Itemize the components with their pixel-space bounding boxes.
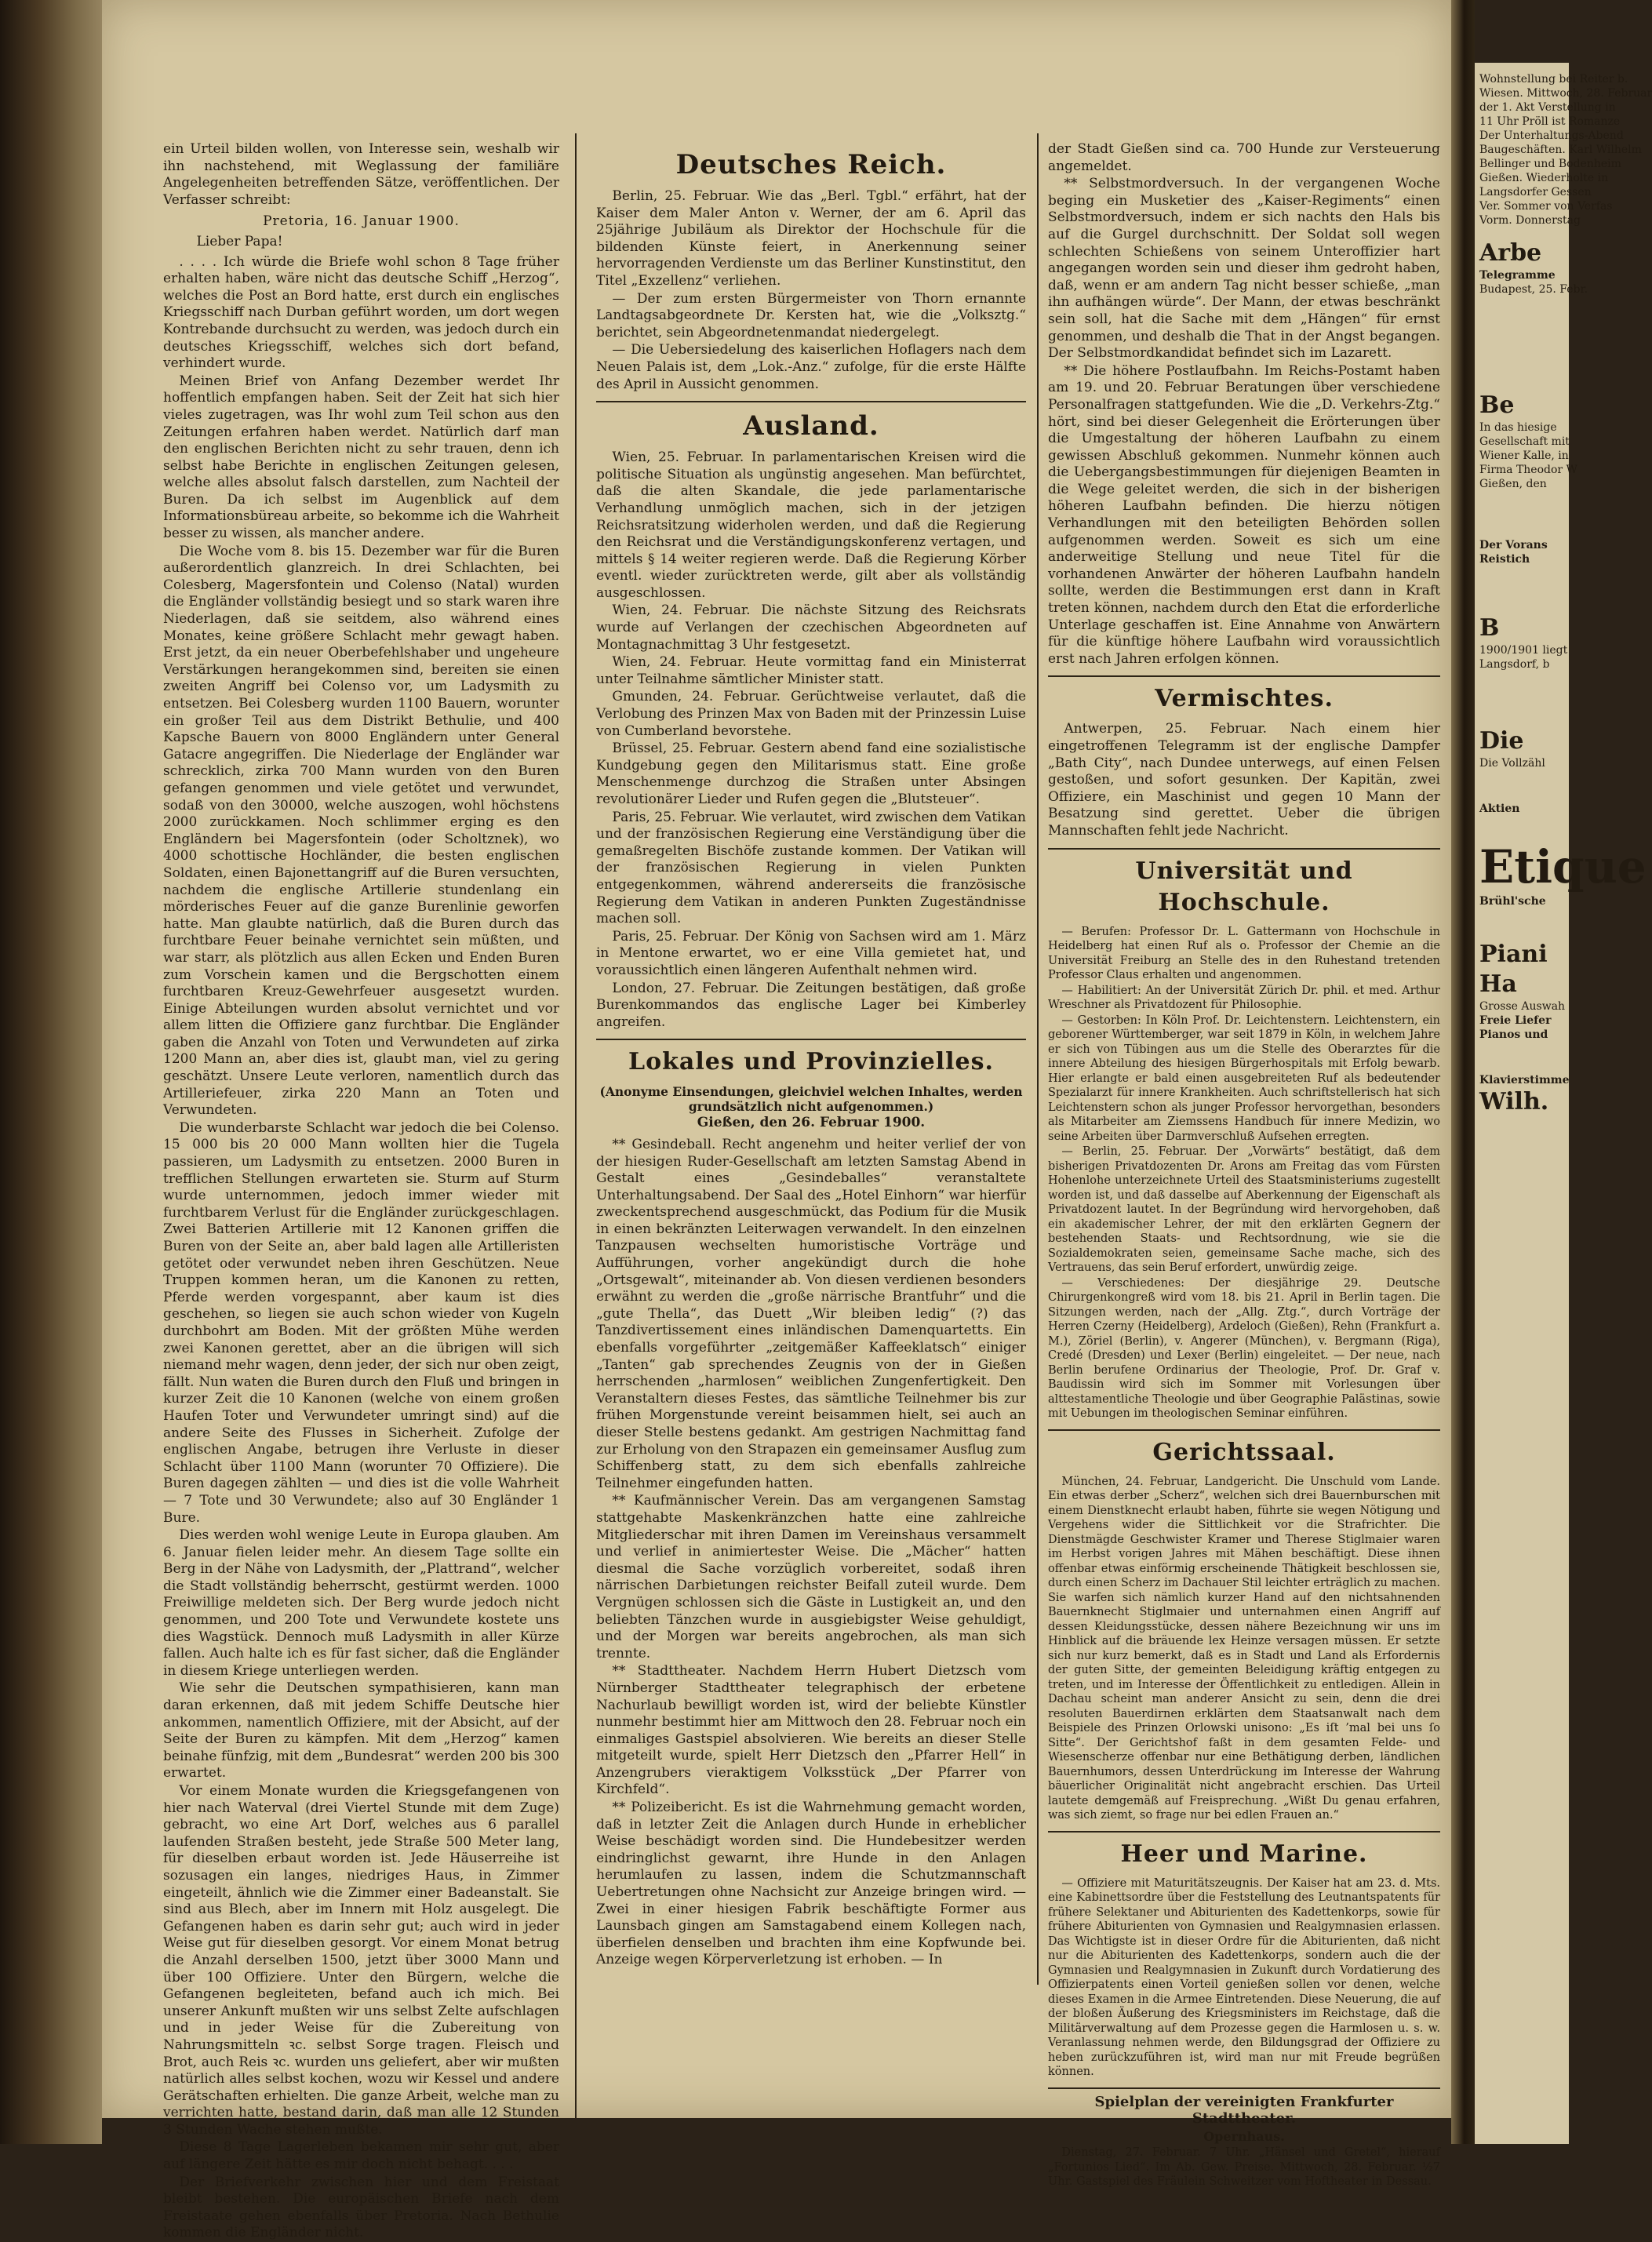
advert-heading: Wilh. bbox=[1479, 1088, 1549, 1116]
fragment-line: Die Vollzähl bbox=[1479, 757, 1545, 770]
advert-heading: Ha bbox=[1479, 970, 1517, 998]
fragment-heading: Der Vorans bbox=[1479, 539, 1548, 551]
fragment-line: 1900/1901 liegt bbox=[1479, 644, 1568, 657]
section-divider bbox=[1048, 1831, 1440, 1833]
letter-paragraph: Diese 8 Tage Lagerleben bekamen mir sehr gut, aber auf längere Zeit hätte es mir doch nicht behagt. . . . bbox=[163, 2139, 559, 2173]
column-2 bbox=[596, 141, 1026, 1969]
section-title-heer-marine: Heer und Marine. bbox=[1120, 1840, 1368, 1868]
news-item: der Stadt Gießen sind ca. 700 Hunde zur Versteuerung angemeldet. bbox=[1048, 141, 1440, 174]
section-title-lokales: Lokales und Provinzielles. bbox=[628, 1048, 994, 1076]
news-item: — Die Uebersiedelung des kaiserlichen Hoflagers nach dem Neuen Palais ist, dem „Lok.-Anz.“ zufolge, für die erste Hälfte des April in Aussicht genommen. bbox=[596, 342, 1026, 392]
fragment-heading: Die bbox=[1479, 727, 1524, 755]
news-item: ** Polizeibericht. Es ist die Wahrnehmung gemacht worden, daß in letzter Zeit die Anlagen durch Hunde in erheblicher Weise beschädigt worden sind. Die Hundebesitzer werden eindringlichst gewarnt, ihre Hunde in den Anlagen herumlaufen zu lassen, indem die Schutzmannschaft Uebertretungen ohne Nachsicht zur Anzeige bringen wird. — Zwei in einer hiesigen Fabrik beschäftigte Former aus Launsbach gingen am Samstagabend einem Kollegen nach, überfielen denselben und brachten ihm eine Kopfwunde bei. Anzeige wegen Körperverletzung ist erhoben. — In bbox=[596, 1800, 1026, 1968]
news-item: ** Kaufmännischer Verein. Das am vergangenen Samstag stattgehabte Maskenkränzchen hatte eine zahlreiche Mitgliederschar mit ihren Damen im Vereinshaus versammelt und verlief in animiertester Weise. Die „Mächer“ hatten diesmal die Sache vorzüglich vorbereitet, sodaß ihren närrischen Darbietungen reichster Beifall zuteil wurde. Dem Vergnügen schlossen sich die Gäste in Lustigkeit an, und den beliebten Tänzchen wurde in ausgiebigster Weise gehuldigt, und der Morgen war bereits angebrochen, als man sich trennte. bbox=[596, 1493, 1026, 1661]
news-item: Wien, 25. Februar. In parlamentarischen Kreisen wird die politische Situation als ungünstig angesehen. Man befürchtet, daß die alten Skandale, die jede parlamentarische Verhandlung unmöglich machen, sich in der jetzigen Reichsratsitzung widerholen werden, und daß die Regierung den Reichsrat und die Verständigungskonferenz vertagen, und mittels § 14 weiter regieren werde. Daß die Regierung Körber eventl. wieder zurücktreten werde, gilt aber als vollständig ausgeschlossen. bbox=[596, 449, 1026, 601]
fragment-line: Bellinger und Bodenheim bbox=[1479, 158, 1621, 170]
news-item: Antwerpen, 25. Februar. Nach einem hier eingetroffenen Telegramm ist der englische Dampfer „Bath City“, nach Dundee unterwegs, auf einen Felsen gestoßen, und sofort gesunken. Der Kapitän, zwei Offiziere, ein Maschinist und gegen 10 Mann der Besatzung sind gerettet. Ueber die übrigen Mannschaften fehlt jede Nachricht. bbox=[1048, 721, 1440, 839]
news-item: — Gestorben: In Köln Prof. Dr. Leichtenstern. Leichtenstern, ein geborener Württemberger, war seit 1879 in Köln, in welchem Jahre er sich von Tübingen aus um die Stelle des Oberarztes für die innere Abteilung des hiesigen Bürgerhospitals mit Erfolg bewarb. Hier erlangte er bald einen ausgebreiteten Ruf als bedeutender Spezialarzt für innere Krankheiten. Auch schriftstellerisch hat sich Leichtenstern schon als junger Professor hervorgethan, besonders als Mitarbeiter am Ziemssens Handbuch für innere Medizin, wo seine Arbeiten über Darmverschluß Aufsehen erregten. bbox=[1048, 1014, 1440, 1143]
column-rule-right bbox=[1037, 133, 1039, 1985]
fragment-line: Telegramme bbox=[1479, 269, 1556, 282]
fragment-line: Freie Liefer bbox=[1479, 1014, 1552, 1027]
letter-paragraph: Die wunderbarste Schlacht war jedoch die bei Colenso. 15 000 bis 20 000 Mann wollten hier die Tugela passieren, um Ladysmith zu entsetzen. 2000 Buren in trefflichen Stellungen erwarteten sie. Sturm auf Sturm wurde unternommen, jedoch immer wieder mit furchtbarem Verlust für die Engländer zurückgeschlagen. Zwei Batterien Artillerie mit 12 Kanonen griffen die Buren von der Seite an, aber bald lagen alle Artilleristen getötet oder verwundet neben ihren Geschützen. Neue Truppen kommen heran, um die Kanonen zu retten, Pferde werden vorgespannt, aber kaum ist dies geschehen, so liegen sie auch schon wieder von Kugeln durchbohrt am Boden. Mit der größten Mühe werden zwei Kanonen gerettet, aber an die übrigen will sich niemand mehr wagen, denn jeder, der sich nur oben zeigt, fällt. Nun waten die Buren durch den Fluß und bringen in kurzer Zeit die 10 Kanonen (welche von einem großen Haufen Toter und Verwundeter umringt sind) auf die andere Seite des Flusses in Sicherheit. Zufolge der englischen Angabe, betrugen ihre Verluste in dieser Schlacht über 1100 Mann (worunter 70 Offiziere). Die Buren dagegen zählten — und dies ist die volle Wahrheit — 7 Tote und 30 Verwundete; also auf 30 Engländer 1 Bure. bbox=[163, 1119, 559, 1526]
letter-paragraph: . . . . Ich würde die Briefe wohl schon 8 Tage früher erhalten haben, wäre nicht das deutsche Schiff „Herzog“, welches die Post an Bord hatte, erst durch ein englisches Kriegsschiff nach Durban geführt worden, um dort wegen Kontrebande durchsucht zu werden, was jedoch durch ein deutsches Kriegsschiff, welches sich dort befand, verhindert wurde. bbox=[163, 253, 559, 372]
section-title-universitaet: Universität und Hochschule. bbox=[1135, 857, 1353, 916]
section-divider bbox=[1048, 848, 1440, 850]
news-item: Wien, 24. Februar. Die nächste Sitzung des Reichsrats wurde auf Verlangen der czechischen Abgeordneten auf Montagnachmittag 3 Uhr festgesetzt. bbox=[596, 602, 1026, 653]
column-3 bbox=[1048, 141, 1440, 2189]
fragment-line: Gießen. Wiederholte in bbox=[1479, 172, 1609, 184]
news-item: — Berufen: Professor Dr. L. Gattermann von Hochschule in Heidelberg hat einen Ruf als o. Professor der Chemie an die Universität Freiburg an Stelle des in den Ruhestand tretenden Professor Claus erhalten und angenommen. bbox=[1048, 925, 1440, 982]
section-title-deutsches-reich: Deutsches Reich. bbox=[675, 149, 947, 180]
book-binding bbox=[0, 0, 118, 2144]
letter-greeting: Lieber Papa! bbox=[196, 233, 283, 249]
letter-paragraph: Die Woche vom 8. bis 15. Dezember war für die Buren außerordentlich glanzreich. In drei Schlachten, bei Colesberg, Magersfontein und Colenso (Natal) wurden die Engländer vollständig besiegt und so stark waren ihre Niederlagen, daß sie seitdem, also während eines Monates, keine größere Schlacht mehr gewagt haben. Erst jetzt, da ein neuer Oberbefehlshaber und ungeheure Verstärkungen herangekommen sind, bereiten sie einen zweiten Angriff bei Colenso vor, um Ladysmith zu entsetzen. Bei Colesberg wurden 1100 Bauern, worunter ein großer Teil aus dem Distrikt Bethulie, und 400 Kapsche Bauern von 8000 Engländern unter General Gatacre angegriffen. Die Niederlage der Engländer war schrecklich, zirka 700 Mann wurden von den Buren gefangen genommen und viele getötet und verwundet, sodaß von den 30000, welche auszogen, wohl höchstens 2000 zurückkamen. Noch schlimmer erging es den Engländern bei Magersfontein (oder Scholtznek), wo 4000 schottische Hochländer, die besten englischen Soldaten, einen Bajonettangriff auf die Buren versuchten, nachdem die englische Artillerie stundenlang ein mörderisches Feuer auf die ganze Burenlinie geworfen hatte. Man glaubte natürlich, daß die Buren durch das furchtbare Feuer beinahe vernichtet sein müßten, und war starr, als plötzlich aus allen Ecken und Enden Buren zum Vorschein kamen und die Bergschotten einem furchtbaren Kreuz-Gewehrfeuer ausgesetzt wurden. Einige Abteilungen wurden absolut vernichtet und vor allem litten die Offiziere ganz furchtbar. Die Engländer gaben die Anzahl von Toten und Verwundeten auf zirka 1200 Mann an, aber dies ist, glaubt man, viel zu gering geschätzt. Unsere Leute verloren, namentlich durch das Artilleriefeuer, zirka 220 Mann an Toten und Verwundeten. bbox=[163, 543, 559, 1119]
news-item: Paris, 25. Februar. Der König von Sachsen wird am 1. März in Mentone erwartet, wo er eine Villa gemietet hat, und voraussichtlich einen längeren Aufenthalt nehmen wird. bbox=[596, 928, 1026, 978]
fragment-line: Der Unterhaltungs-Abend bbox=[1479, 129, 1624, 142]
fragment-line: Brühl'sche bbox=[1479, 895, 1546, 908]
section-divider bbox=[1048, 2087, 1440, 2089]
fragment-line: Grosse Auswah bbox=[1479, 1000, 1566, 1013]
fragment-line: Wiener Kalle, in bbox=[1479, 449, 1569, 462]
news-item: — Der zum ersten Bürgermeister von Thorn ernannte Landtagsabgeordnete Dr. Kersten hat, wie die „Volksztg.“ berichtet, sein Abgeordnetenmandat niedergelegt. bbox=[596, 290, 1026, 340]
theater-schedule-subtitle: Opernhaus. bbox=[1203, 2128, 1285, 2144]
news-item: München, 24. Februar, Landgericht. Die Unschuld vom Lande. Ein etwas derber „Scherz“, welchen sich drei Bauernburschen mit einem Dienstknecht erlaubt haben, führte sie wegen Nötigung und Vergehens wider die Sittlichkeit vor die Strafrichter. Die Dienstmägde Geschwister Kramer und Therese Stiglmaier waren im Herbst vorigen Jahres mit Mähen beschäftigt. Diese ihnen offenbar etwas einförmig erscheinende Thätigkeit beschlossen sie, durch einen Scherz im Dachauer Stil leichter erträglich zu machen. Sie warfen sich nämlich kurzer Hand auf den nichtsahnenden Bauernknecht Stiglmaier und unternahmen einen Angriff auf dessen Kleidungsstücke, dessen nähere Bezeichnung wir uns im Hinblick auf die bräuende lex Heinze versagen müssen. Er setzte sich nur kurz bemerkt, daß es in Stadt und Land als Erfordernis der guten Sitte, der gemeinten Beleidigung kräftig entgegen zu treten, und im Interesse der Öffentlichkeit zu entledigen. Allein in Dachau scheint man anderer Ansicht zu sein, denn die drei resoluten Bauerdirnen erklärten dem Staatsanwalt nach dem Beispiele des Prinzen Orlowski unisono: „Es iſt ’mal bei uns ſo Sitte“. Der Gerichtshof faßt in dem gesamten Felde- und Wiesenscherze offenbar nur eine Bethätigung derben, ländlichen Bauernhumors, dessen Unterdrückung im Interesse der Wahrung bäuerlicher Originalität nicht angebracht erschien. Das Urteil lautete demgemäß auf Freisprechung. „Wißt Du genau erfahren, was sich ziemt, so frage nur bei edlen Frauen an.“ bbox=[1048, 1475, 1440, 1822]
theater-schedule-title: Spielplan der vereinigten Frankfurter Stadttheater. bbox=[1094, 2093, 1394, 2127]
next-page-fragment bbox=[1475, 63, 1652, 2144]
section-divider bbox=[596, 401, 1026, 402]
fragment-line: Langsdorf, b bbox=[1479, 658, 1550, 671]
section-divider bbox=[1048, 1429, 1440, 1431]
letter-paragraph: Der Briefverkehr zwischen hier und dem Freistaat bleibt bestehen. Die europäischen Briefe nach dem Freistaate gehen ebenfalls über Pretoria. Nach Bethulie kommen die Engländer nicht. bbox=[163, 2174, 559, 2241]
fragment-heading: Aktien bbox=[1479, 803, 1520, 815]
fragment-line: In das hiesige bbox=[1479, 421, 1557, 434]
column-1 bbox=[163, 141, 559, 2241]
fragment-heading: Arbe bbox=[1479, 239, 1542, 267]
section-divider bbox=[596, 1039, 1026, 1040]
fragment-line: Langsdorfer Gessen bbox=[1479, 186, 1592, 198]
advert-heading: Etique bbox=[1479, 840, 1647, 894]
theater-schedule-text: Dienstag, 27. Februar. 7 Uhr. „Hänsel und Gretel“, hierauf „Fortunios Lied“. Im Ab. Gew. Preise. Mittwoch, 28. Februar. ½7 Uhr. Gastspiel des Fräulein Schweitzer vom Hoftheater in Dessau. bbox=[1048, 2146, 1440, 2189]
fragment-heading: B bbox=[1479, 614, 1500, 642]
news-item: Paris, 25. Februar. Wie verlautet, wird zwischen dem Vatikan und der französischen Regierung eine Verständigung über die gemaßregelten Bischöfe zustande kommen. Der Vatikan will der französischen Regierung in vielen Punkten entgegenkommen, während andererseits die französische Regierung dem Vatikan in anderen Punkten Zugeständnisse machen soll. bbox=[596, 809, 1026, 927]
letter-paragraph: Meinen Brief von Anfang Dezember werdet Ihr hoffentlich empfangen haben. Seit der Zeit hat sich hier vieles zugetragen, was Ihr wohl zum Teil schon aus den Zeitungen erfahren haben werdet. Natürlich darf man den englischen Berichten nicht zu sehr trauen, denn ich selbst habe Berichte in englischen Zeitungen gelesen, welche alles absolut falsch darstellen, zum Nachteil der Buren. Da ich selbst im Augenblick auf dem Informationsbüreau arbeite, so bekomme ich die Wahrheit besser zu wissen, als mancher andere. bbox=[163, 373, 559, 542]
letter-dateline: Pretoria, 16. Januar 1900. bbox=[263, 213, 460, 230]
news-item: — Offiziere mit Maturitätszeugnis. Der Kaiser hat am 23. d. Mts. eine Kabinettsordre über die Feststellung des Leutnantspatents für frühere Selektaner und Abiturienten des Kadettenkorps, sowie für frühere Abiturienten von Gymnasien und Realgymnasien erlassen. Das Wichtigste ist in dieser Ordre für die Abiturienten, daß nicht nur die Abiturienten des Kadettenkorps, sondern auch die der Gymnasien und Realgymnasien in Zukunft durch Vordatierung des Offizierpatents einen Vorteil genießen sollen vor denen, welche dieses Examen in die Armee Eintretenden. Diese Neuerung, die auf der bloßen Äußerung des Kriegsministers im Reichstage, daß die Militärverwaltung auf dem Prozesse gegen die Harmlosen u. s. w. Veranlassung nehmen werde, den Bildungsgrad der Offiziere zu heben zurückzuführen ist, wird man nur mit Freude begrüßen können. bbox=[1048, 1876, 1440, 2079]
fragment-line: Klavierstimme bbox=[1479, 1074, 1570, 1086]
fragment-line: Pianos und bbox=[1479, 1028, 1548, 1041]
news-item: — Berlin, 25. Februar. Der „Vorwärts“ bestätigt, daß dem bisherigen Privatdozenten Dr. Arons am Freitag das vom Fürsten Hohenlohe unterzeichnete Urteil des Staatsministeriums zugestellt worden ist, und daß dasselbe auf Aberkennung der Eigenschaft als Privatdozent lautet. In der Begründung wird hervorgehoben, daß ein akademischer Lehrer, der mit den erklärten Gegnern der bestehenden Staats- und Rechtsordnung, wie sie die Sozialdemokraten seien, gemeinsame Sache mache, sich des Vertrauens, das sein Beruf erfordert, unwürdig zeige. bbox=[1048, 1145, 1440, 1275]
fragment-line: Baugeschäften. Karl Wilhelm bbox=[1479, 144, 1642, 156]
news-item: Berlin, 25. Februar. Wie das „Berl. Tgbl.“ erfährt, hat der Kaiser dem Maler Anton v. Werner, der am 6. April das 25jährige Jubiläum als Direktor der Hochschule für die bildenden Künste feiert, in Anerkennung seiner hervorragenden Verdienste um das Berliner Kunstinstitut, den Titel „Exzellenz“ verliehen. bbox=[596, 188, 1026, 289]
page-gutter bbox=[1451, 0, 1475, 2144]
intro-text: ein Urteil bilden wollen, von Interesse sein, weshalb wir ihn nachstehend, mit Weglassung der familiäre Angelegenheiten betreffenden Sätze, veröffentlichen. Der Verfasser schreibt: bbox=[163, 141, 559, 208]
fragment-heading: Be bbox=[1479, 391, 1515, 419]
fragment-line: Ver. Sommer von Verfas bbox=[1479, 200, 1613, 213]
news-item: ** Selbstmordversuch. In der vergangenen Woche beging ein Musketier des „Kaiser-Regiments“ einen Selbstmordversuch, indem er sich nachts den Hals bis auf die Gurgel durchschnitt. Der Soldat soll wegen schlechten Schießens von seinem Unteroffizier hart angegangen worden sein und dieser ihm gedroht haben, daß, wenn er am andern Tag nicht besser schieße, „man ihn aufhängen würde“. Der Mann, der etwas beschränkt sein soll, hat die Sache mit dem „Hängen“ für ernst genommen, und deshalb die That in der Angst begangen. Der Selbstmordkandidat befindet sich im Lazarett. bbox=[1048, 176, 1440, 362]
fragment-line: Firma Theodor W bbox=[1479, 464, 1577, 476]
fragment-line: Reistich bbox=[1479, 553, 1530, 566]
news-item: ** Gesindeball. Recht angenehm und heiter verlief der von der hiesigen Ruder-Gesellschaft am letzten Samstag Abend in Gestalt eines „Gesindeballes“ veranstaltete Unterhaltungsabend. Der Saal des „Hotel Einhorn“ war hierfür zweckentsprechend ausgeschmückt, das Podium für die Musik in einen bekränzten Leiterwagen verwandelt. In den einzelnen Tanzpausen wechselten humoristische Vorträge und Aufführungen, vorher angekündigt durch die hohe „Ortsgewalt“, miteinander ab. Von diesen verdienen besonders erwähnt zu werden die „große närrische Brantfuhr“ und die „gute Thella“, das Duett „Wir bleiben ledig“ (?) das Tanzdivertissement eines inländischen Damenquartetts. Ein ebenfalls vorgeführter „zeitgemäßer Kaffeeklatsch“ einiger „Tanten“ gab sprechendes Zeugnis von der in Gießen herrschenden „harmlosen“ weiblichen Zungenfertigkeit. Den Veranstaltern dieses Festes, das sämtliche Teilnehmer bis zur frühen Morgenstunde vereint beisammen hielt, sei auch an dieser Stelle bestens gedankt. Am gestrigen Nachmittag fand zur Erholung von den Strapazen ein gemeinsamer Ausflug zum Schiffenberg statt, zu dem sich ebenfalls zahlreiche Teilnehmer eingefunden hatten. bbox=[596, 1136, 1026, 1491]
news-item: — Verschiedenes: Der diesjährige 29. Deutsche Chirurgenkongreß wird vom 18. bis 21. April in Berlin tagen. Die Sitzungen werden, nach der „Allg. Ztg.“, durch Vorträge der Herren Czerny (Heidelberg), Ardeloch (Gießen), Rehn (Frankfurt a. M.), Zöriel (Berlin), v. Angerer (München), v. Bergmann (Riga), Credé (Dresden) und Lexer (Berlin) eingeleitet. — Der neue, nach Berlin berufene Ordinarius der Theologie, Prof. Dr. Graf v. Baudissin wird sich im Sommer mit Vorlesungen über alttestamentliche Theologie und über Geographie Palästinas, sowie mit Uebungen im theologischen Seminar einführen. bbox=[1048, 1276, 1440, 1421]
news-item: Wien, 24. Februar. Heute vormittag fand ein Ministerrat unter Teilnahme sämtlicher Minister statt. bbox=[596, 654, 1026, 687]
news-item: Brüssel, 25. Februar. Gestern abend fand eine sozialistische Kundgebung gegen den Militarismus statt. Eine große Menschenmenge durchzog die Straßen unter Absingen revolutionärer Lieder und Rufen gegen die „Blutsteuer“. bbox=[596, 741, 1026, 807]
fragment-line: Vorm. Donnerstag bbox=[1479, 214, 1581, 227]
letter-paragraph: Dies werden wohl wenige Leute in Europa glauben. Am 6. Januar fielen leider mehr. An diesem Tage sollte ein Berg in der Nähe von Ladysmith, der „Plattrand“, welcher die Stadt vollständig beherrscht, gestürmt werden. 1000 Freiwillige meldeten sich. Der Berg wurde jedoch nicht genommen, und 200 Tote und Verwundete kostete uns dies Wagstück. Dennoch muß Ladysmith in aller Kürze fallen. Auch halte ich es für fast sicher, daß die Engländer in diesem Kriege unterliegen werden. bbox=[163, 1527, 559, 1679]
section-divider bbox=[1048, 675, 1440, 677]
fragment-line: Wiesen. Mittwoch, 28. Februar bbox=[1479, 87, 1652, 100]
letter-paragraph: Wie sehr die Deutschen sympathisieren, kann man daran erkennen, daß mit jedem Schiffe Deutsche hier ankommen, namentlich Offiziere, mit der Absicht, auf der Seite der Buren zu kämpfen. Mit dem „Herzog“ kamen beinahe fünfzig, mit dem „Bundesrat“ werden 200 bis 300 erwartet. bbox=[163, 1680, 559, 1782]
section-title-gerichtssaal: Gerichtssaal. bbox=[1152, 1438, 1336, 1466]
column-rule-left bbox=[575, 133, 577, 2118]
section-title-ausland: Ausland. bbox=[743, 410, 879, 442]
editorial-note: (Anonyme Einsendungen, gleichviel welchen Inhaltes, werden grundsätzlich nicht aufgenommen.) bbox=[599, 1084, 1023, 1115]
advert-heading: Piani bbox=[1479, 941, 1548, 968]
fragment-line: 11 Uhr Pröll ist Romanze bbox=[1479, 115, 1621, 128]
news-item: — Habilitiert: An der Universität Zürich Dr. phil. et med. Arthur Wreschner als Privatdozent für Philosophie. bbox=[1048, 984, 1440, 1012]
fragment-line: Gesellschaft mit bbox=[1479, 435, 1570, 448]
local-dateline: Gießen, den 26. Februar 1900. bbox=[697, 1115, 926, 1131]
news-item: Gmunden, 24. Februar. Gerüchtweise verlautet, daß die Verlobung des Prinzen Max von Baden mit der Prinzessin Luise von Cumberland bevorstehe. bbox=[596, 689, 1026, 739]
news-item: ** Die höhere Postlaufbahn. Im Reichs-Postamt haben am 19. und 20. Februar Beratungen über verschiedene Personalfragen stattgefunden. Wie die „D. Verkehrs-Ztg.“ hört, sind bei dieser Gelegenheit die Erörterungen über die Umgestaltung der höheren Laufbahn zu einem gewissen Abschluß gekommen. Nunmehr können auch die Uebergangsbestimmungen für diejenigen Beamten in die Wege geleitet werden, die sich in der bisherigen höheren Laufbahn befinden. Die hierzu nötigen Verhandlungen mit den beteiligten Behörden sollen aufgenommen werden. Soweit es sich um eine anderweitige Stellung und neue Titel für die vorhandenen Anwärter der höheren Laufbahn handeln sollte, werden die Bestimmungen erst dann in Kraft treten können, nachdem durch den Etat die erforderliche Unterlage geschaffen ist. Eine Annahme von Anwärtern für die künftige höhere Laufbahn wird voraussichtlich erst nach Jahren erfolgen können. bbox=[1048, 362, 1440, 667]
fragment-line: der 1. Akt Verstellung in bbox=[1479, 101, 1616, 114]
fragment-line: Gießen, den bbox=[1479, 478, 1547, 490]
fragment-line: Budapest, 25. Febr. bbox=[1479, 283, 1588, 296]
section-title-vermischtes: Vermischtes. bbox=[1155, 685, 1334, 713]
fragment-line: Wohnstellung bei Reiter b. bbox=[1479, 73, 1628, 86]
news-item: ** Stadttheater. Nachdem Herrn Hubert Dietzsch vom Nürnberger Stadttheater telegraphisch der erbetene Nachurlaub bewilligt worden ist, wird der beliebte Künstler nunmehr bestimmt hier am Mittwoch den 28. Februar noch ein einmaliges Gastspiel absolvieren. Wie bereits an dieser Stelle mitgeteilt wurde, spielt Herr Dietzsch den „Pfarrer Hell“ in Anzengrubers vieraktigem Volksstück „Der Pfarrer von Kirchfeld“. bbox=[596, 1663, 1026, 1798]
news-item: London, 27. Februar. Die Zeitungen bestätigen, daß große Burenkommandos das englische Lager bei Kimberley angreifen. bbox=[596, 980, 1026, 1030]
letter-paragraph: Vor einem Monate wurden die Kriegsgefangenen von hier nach Waterval (drei Viertel Stunde mit dem Zuge) gebracht, wo eine Art Dorf, welches aus 6 parallel laufenden Straßen besteht, jede Straße 500 Meter lang, für dieselben erbaut worden ist. Jede Häuserreihe ist sozusagen ein langes, niedriges Haus, in Zimmer eingeteilt, ähnlich wie die Zimmer einer Badeanstalt. Sie sind aus Blech, aber im Innern mit Holz ausgelegt. Die Gefangenen haben es darin sehr gut; auch wird in jeder Weise gut für dieselben gesorgt. Vor einem Monat betrug die Anzahl derselben 1500, jetzt über 3000 Mann und über 100 Offiziere. Unter den Bürgern, welche die Gefangenen begleiteten, befand auch ich mich. Bei unserer Ankunft mußten wir uns selbst Zelte aufschlagen und in jeder Weise für die Zubereitung von Nahrungsmitteln ꝛc. selbst Sorge tragen. Fleisch und Brot, auch Reis ꝛc. wurden uns geliefert, aber wir mußten natürlich alles selbst kochen, wozu wir Kessel und andere Gerätschaften erhielten. Die ganze Arbeit, welche man zu verrichten hatte, bestand darin, daß man alle 12 Stunden 3 Stunden Wache stehen mußte. bbox=[163, 1783, 559, 2138]
